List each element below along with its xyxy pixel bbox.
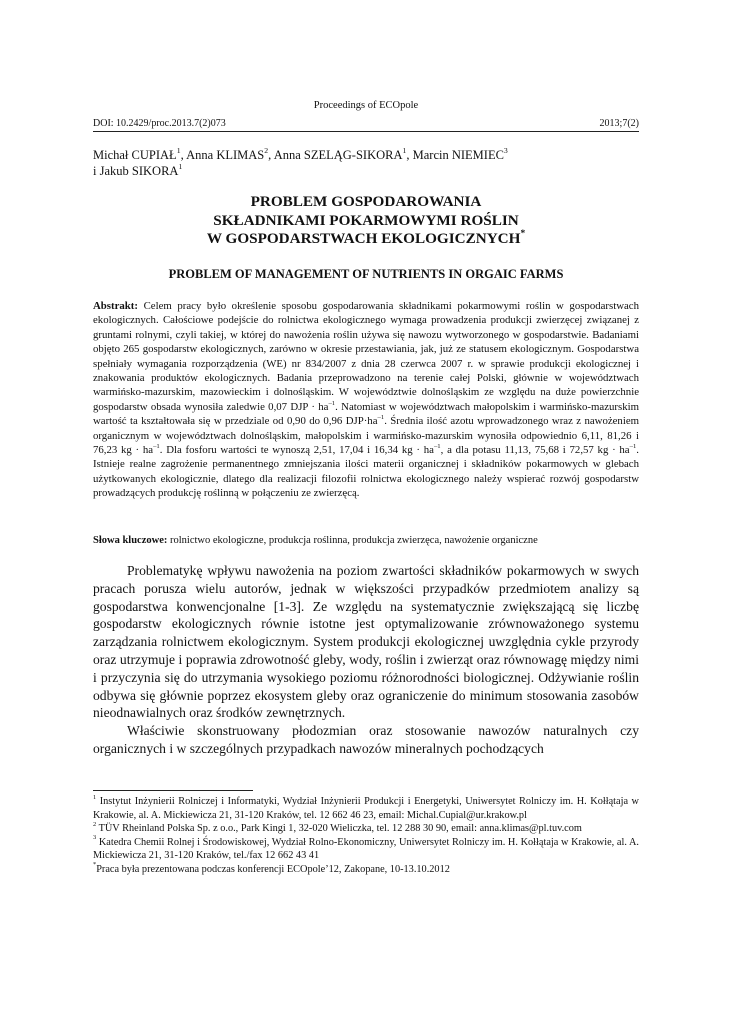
abstract-text: . Średnia ilość azotu wprowadzonego wraz z nawożeniem organicznym w województwach dolnośląskim, małopolskim i warmińsko-mazurskim wynosiła odpowiednio 6,11, 81,26 i 76,23 kg · ha [93,415,640,457]
affiliation-mark: 1 [402,146,407,156]
abstract-text: , a dla potasu 11,13, 75,68 i 72,57 kg · ha [440,444,630,457]
abstract-label: Abstrakt: [93,300,138,312]
title-line: SKŁADNIKAMI POKARMOWYMI ROŚLIN [213,211,519,229]
issue: 2013;7(2) [599,118,639,129]
footnote-mark: 1 [93,793,97,801]
author-name: Jakub SIKORA [99,164,179,178]
header-rule [93,131,639,132]
footnote-text: Praca była prezentowana podczas konferencji ECOpole’12, Zakopane, 10-13.10.2012 [96,863,450,875]
footnote-text: TÜV Rheinland Polska Sp. z o.o., Park Kingi 1, 32-020 Wieliczka, tel. 12 288 30 90, email: anna.klimas@pl.tuv.com [96,823,582,834]
title-line-last [93,230,639,249]
author-name: Marcin NIEMIEC [412,148,504,162]
abstract-superscript: –1 [433,442,441,450]
paper-page [93,0,639,1024]
author-name: Michał CUPIAŁ [93,148,177,162]
abstract-superscript: –1 [377,414,385,421]
title-line: PROBLEM GOSPODAROWANIA [250,193,482,210]
title-line: W GOSPODARSTWACH EKOLOGICZNYCH [206,230,521,247]
footnote-mark: 2 [93,820,97,828]
paragraph: Właściwie skonstruowany płodozmian oraz stosowanie nawozów naturalnych czy organicznych i w szczególnych przypadkach nawozów mineralnych pochodzących [93,723,639,756]
paper-title-english: PROBLEM OF MANAGEMENT OF NUTRIENTS IN ORGAIC FARMS [168,267,564,281]
paragraph: Problematykę wpływu nawożenia na poziom zwartości składników pokarmowych w swych pracach porusza wielu autorów, jednak w większości przypadków przedmiotem analizy są gospodarstwa konwencjonalne [1-3]. Ze względu na systematycznie zwiększającą się liczbę gospodarstw ekologicznych równie istotne jest optymalizowanie zrównoważonego systemu zarządzania rolnictwem ekologicznym. System produkcji ekologicznej uwzględnia cykle przyrody oraz utrzymuje i poprawia zdrowotność gleby, wody, roślin i zwierząt oraz równowagę między nimi i przyczynia się do utrzymania wysokiego poziomu różnorodności biologicznej. Odżywianie roślin odbywa się głównie poprzez ekosystem gleby oraz ograniczenie do minimum stosowania zasobów nieodnawialnych oraz środków zewnętrznych. [93,563,639,721]
abstract [93,299,639,501]
header-line [93,118,639,129]
abstract-superscript: –1 [629,442,637,450]
author-conjunction: i [93,164,100,178]
footnote-mark: 3 [93,834,97,842]
affiliation-mark: 1 [178,162,183,172]
footnote-text: Instytut Inżynierii Rolniczej i Informatyki, Wydział Inżynierii Produkcji i Energetyki, Uniwersytet Rolniczy im. H. Kołłątaja w Krakowie, al. A. Mickiewicza 21, 31-120 Kraków, tel. 12 662 46 23, email: Michal.Cupial@ur.krakow.pl [93,796,639,821]
footnote [93,795,639,822]
body-text [93,562,639,758]
abstract-superscript: –1 [153,442,160,450]
affiliation-mark: 2 [264,146,269,156]
journal-name: Proceedings of ECOpole [313,100,419,111]
affiliation-mark: 3 [503,146,508,156]
keywords [93,535,639,546]
author-name: Anna SZELĄG-SIKORA [273,148,403,162]
abstract-text: . Natomiast w województwach małopolskim i warmińsko-mazurskim wartość ta kształtowała się w przedziale od 0,90 do 0,96 DJP·ha [93,400,639,428]
keywords-label: Słowa kluczowe: [93,535,168,546]
footnote [93,836,639,863]
abstract-superscript: –1 [328,399,336,407]
footnote [93,822,639,836]
doi: DOI: 10.2429/proc.2013.7(2)073 [93,118,226,129]
author-name: Anna KLIMAS [186,148,265,162]
footnote-text: Katedra Chemii Rolnej i Środowiskowej, Wydział Rolno-Ekonomiczny, Uniwersytet Rolniczy im. H. Kołłątaja w Krakowie, al. A. Mickiewicza 21, 31-120 Kraków, tel./fax 12 662 43 41 [93,836,639,861]
footnote [93,863,639,877]
abstract-text: . Dla fosforu wartości te wynoszą 2,51, 17,04 i 16,34 kg · ha [159,444,434,457]
affiliation-mark: 1 [176,146,181,156]
footnote-mark: * [93,861,97,869]
paper-title [93,193,639,249]
keywords-text: rolnictwo ekologiczne, produkcja roślinna, produkcja zwierzęca, nawożenie organiczne [167,535,538,546]
footnote-rule [93,790,253,791]
author-list: Michał CUPIAŁ$^1$, Anna KLIMAS$^2$, Anna SZELĄG-SIKORA$^1$, Marcin NIEMIEC$^3$ i Jakub SIKORA$^1$ [93,146,508,178]
abstract-text: . Istnieje realne zagrożenie permanentnego zmniejszania ilości materii organicznej i składników pokarmowych w glebach użytkowanych ekologicznie, dlatego dla realizacji filozofii rolnictwa ekologicznego należy wspierać rozwój gospodarstw prowadzących produkcję roślinną w połączeniu ze zwierzęcą. [93,444,639,500]
footnotes [93,795,639,876]
title-footnote-mark: * [520,229,526,239]
abstract-text: Celem pracy było określenie sposobu gospodarowania składnikami pokarmowymi roślin w gospodarstwach ekologicznych. Całościowe podejście do rolnictwa ekologicznego wymaga prowadzenia produkcji zwierzęcej związanej z gruntami rolnymi, czyli takiej, w której do nawożenia roślin używa się nawozu wytworzonego w gospodarstwie. Badaniami objęto 265 gospodarstw ekologicznych, zarówno w okresie przestawiania, jak, już ze statusem ekologicznym. Gospodarstwa spełniały wymagania rozporządzenia (WE) nr 834/2007 z dnia 28 czerwca 2007 r. w sprawie produkcji ekologicznej i znakowania produktów ekologicznych. Badania przeprowadzono na terenie całej Polski, głównie w województwach warmińsko-mazurskim, mazowieckim i dolnośląskim. W województwie dolnośląskim ze względu na duże powierzchnie gospodarstw obsada wynosiła zaledwie 0,07 DJP · ha [93,300,639,413]
